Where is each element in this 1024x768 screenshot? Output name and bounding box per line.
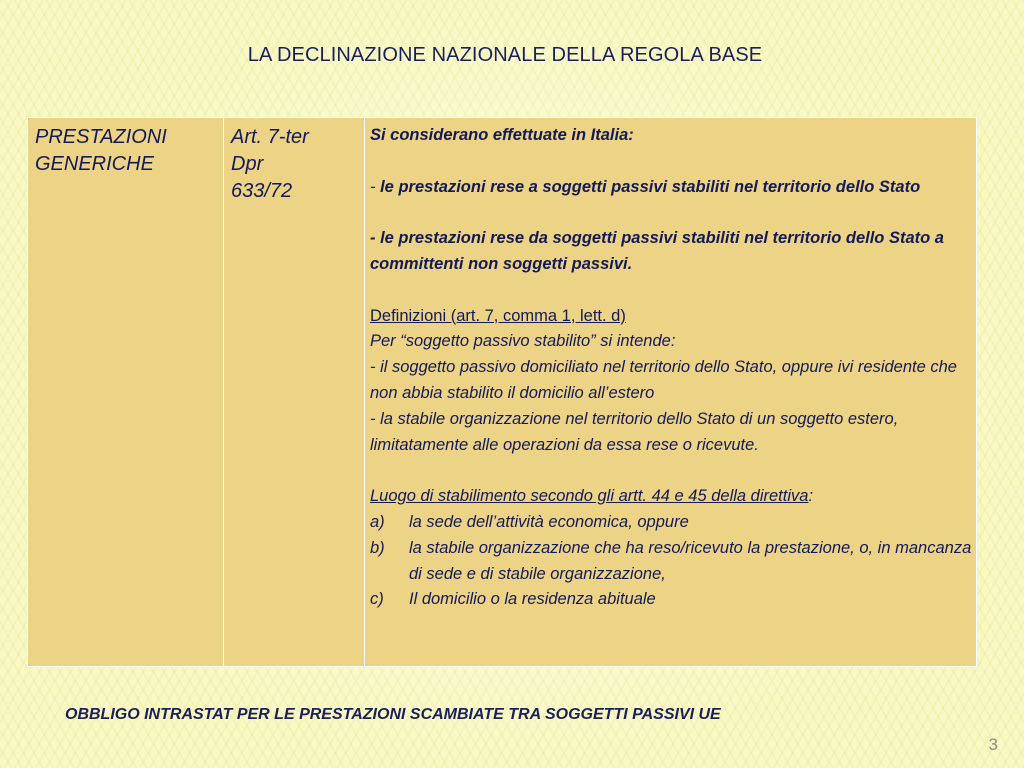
reference-line-2: Dpr [231, 153, 264, 175]
definitions-intro: Per “soggetto passivo stabilito” si intende: [370, 332, 676, 351]
category-cell [28, 118, 224, 667]
content-table [27, 117, 977, 667]
rule-item-2: - le prestazioni rese da soggetti passivi stabiliti nel territorio dello Stato a committenti non soggetti passivi. [370, 229, 944, 273]
establishment-heading: Luogo di stabilimento secondo gli artt. 44 e 45 della direttiva: [370, 487, 814, 506]
description-cell [365, 118, 977, 667]
list-item: c) Il domicilio o la residenza abituale [370, 590, 656, 609]
page-number: 3 [988, 735, 998, 754]
definition-item-2: - la stabile organizzazione nel territorio dello Stato di un soggetto estero, limitatamente alle operazioni da essa rese o ricevute. [370, 409, 899, 454]
table-row [28, 118, 977, 667]
footer-note: OBBLIGO INTRASTAT PER LE PRESTAZIONI SCAMBIATE TRA SOGGETTI PASSIVI UE [65, 706, 721, 723]
intro-text: Si considerano effettuate in Italia: [370, 126, 634, 144]
list-item: a) la sede dell’attività economica, oppure [370, 512, 689, 531]
reference-line-1: Art. 7-ter [231, 126, 309, 148]
reference-cell [224, 118, 365, 667]
definition-item-1: - il soggetto passivo domiciliato nel territorio dello Stato, oppure ivi residente che non abbia stabilito il domicilio all’estero [370, 358, 957, 402]
category-line-2: GENERICHE [35, 153, 154, 175]
definitions-heading: Definizioni (art. 7, comma 1, lett. d) [370, 306, 626, 325]
slide-title: LA DECLINAZIONE NAZIONALE DELLA REGOLA BASE [247, 44, 763, 66]
reference-line-3: 633/72 [231, 180, 293, 202]
category-line-1: PRESTAZIONI [35, 126, 167, 148]
list-item: b) la stabile organizzazione che ha reso/ricevuto la prestazione, o, in mancanza di sede e di stabile organizzazione, [370, 538, 972, 583]
rule-item-1: - le prestazioni rese a soggetti passivi stabiliti nel territorio dello Stato [370, 177, 921, 196]
